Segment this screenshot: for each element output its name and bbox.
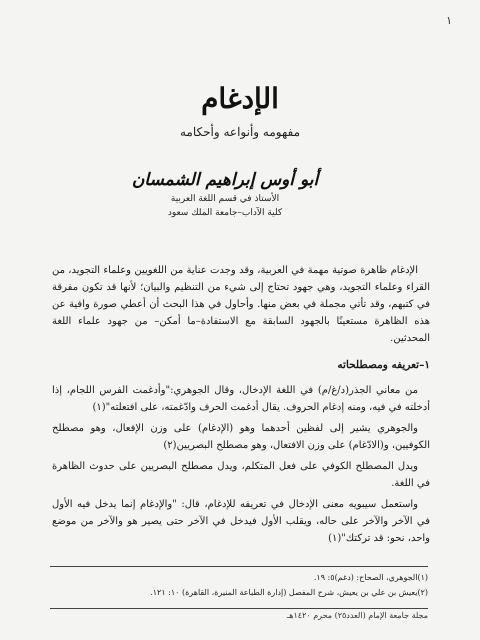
article-body xyxy=(52,262,430,551)
author-block xyxy=(100,170,350,218)
paragraph-3: ويدل المصطلح الكوفي على فعل المتكلم، ويدل مصطلح البصريين على حدوث الظاهرة في اللغة. xyxy=(52,461,430,489)
paragraph-4: واستعمل سيبويه معنى الإدخال في تعريفه للإدغام، قال: "والإدغام إنما يدخل فيه الأول في الآخر والآخر على حاله، ويقلب الأول فيدخل في الآخر حتى يصير هو والآخر من موضع واحد، نحو: قد تركتك"(١) xyxy=(52,499,430,544)
footnote-divider xyxy=(50,566,428,567)
author-name: أبو أوس إبراهيم الشمسان xyxy=(131,170,319,190)
page-number: ١ xyxy=(446,14,452,27)
footnote-2: (٢)يعيش بن علي بن يعيش، شرح المفصل (إدارة الطباعة المنيرة، القاهرة) ١٠: ١٢١. xyxy=(150,588,428,597)
author-position: الأستاذ في قسم اللغة العربية xyxy=(170,194,280,204)
footnote-1: (١)الجوهري، الصحاح: (دغم)٥: ١٩. xyxy=(313,573,428,582)
title-block xyxy=(0,82,480,139)
paragraph-2: والجوهري يشير إلى لفظين أحدهما وهو (الإدغام) على وزن الإفعال، وهو مصطلح الكوفيين، و(الادّغام) على وزن الافتعال، وهو مصطلح البصريين(٢) xyxy=(52,423,430,451)
intro-paragraph: الإدغام ظاهرة صوتية مهمة في العربية، وقد وجدت عناية من اللغويين وعلماء التجويد، من القراء وعلماء التجويد، وهي جهود تحتاج إلى شيء من التنظيم والبيان؛ لأنها قد تكون مفرقة في كتبهم، وقد تأتي مجملة في بعض منها. وأحاول في هذا البحث أن أعطي صورة وافية عن هذه الظاهرة مستعينًا بالجهود السابقة مع الاستفادة–ما أمكن– من جهود علماء اللغة المحدثين. xyxy=(52,265,430,344)
paragraph-1: من معاني الجذر(د/غ/م) في اللغة الإدخال، وقال الجوهري:"وأدغمت الفرس اللجام، إذا أدخلته في فيه، ومنه إدغام الحروف. يقال أدغمت الحرف وادّغمته، على افتعلته"(١) xyxy=(52,385,430,413)
footnotes xyxy=(50,570,428,600)
section-heading: ١–تعريفه ومصطلحاته xyxy=(337,359,430,371)
article-subtitle: مفهومه وأنواعه وأحكامه xyxy=(179,125,300,139)
journal-footer: مجلة جامعة الإمام (العدد٢٥) محرم ١٤٢٠هـ xyxy=(50,608,428,620)
author-affiliation: كلية الآداب–جامعة الملك سعود xyxy=(167,208,283,218)
article-title: الإدغام xyxy=(201,82,279,115)
